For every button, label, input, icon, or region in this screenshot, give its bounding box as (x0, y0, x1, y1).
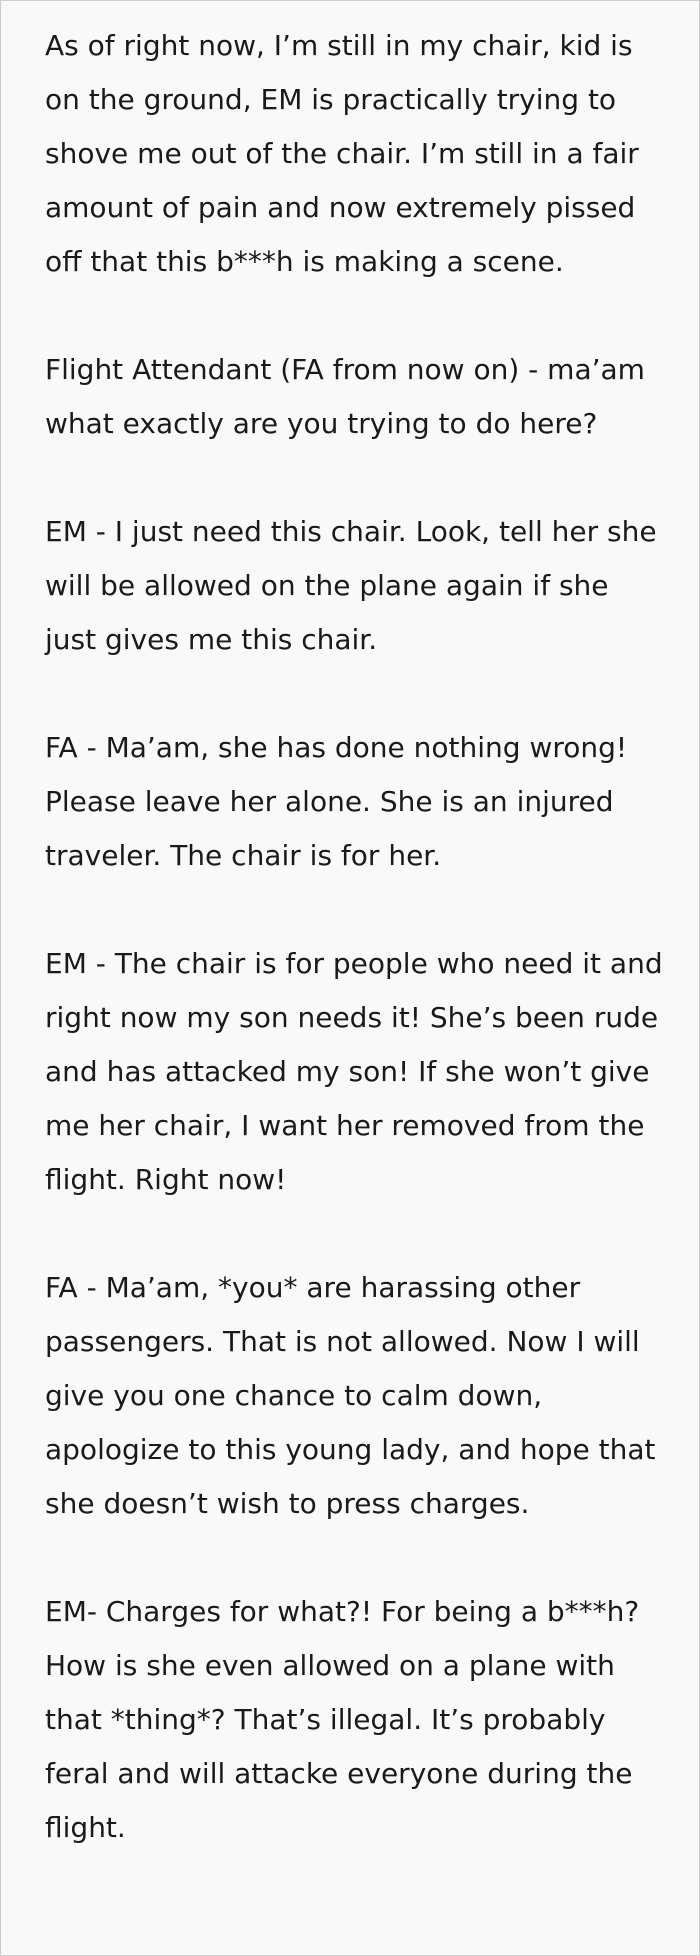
story-paragraph-2: Flight Attendant (FA from now on) - ma’am what exactly are you trying to do here? (45, 353, 645, 440)
story-paragraph-7: EM- Charges for what?! For being a b***h? How is she even allowed on a plane with that *thing*? That’s illegal. It’s probably feral and will attacke everyone during the flight. (45, 1595, 640, 1844)
story-paragraph-4: FA - Ma’am, she has done nothing wrong! Please leave her alone. She is an injured traveler. The chair is for her. (45, 731, 628, 872)
story-paragraph-3: EM - I just need this chair. Look, tell her she will be allowed on the plane again if she just gives me this chair. (45, 515, 657, 656)
story-paragraph-1: As of right now, I’m still in my chair, kid is on the ground, EM is practically trying to shove me out of the chair. I’m still in a fair amount of pain and now extremely pissed off that this b***h is making a scene. (45, 29, 639, 278)
story-paragraph-6: FA - Ma’am, *you* are harassing other passengers. That is not allowed. Now I will give you one chance to calm down, apologize to this young lady, and hope that she doesn’t wish to press charges. (45, 1271, 656, 1520)
story-paragraph-5: EM - The chair is for people who need it and right now my son needs it! She’s been rude and has attacked my son! If she won’t give me her chair, I want her removed from the flight. Right now! (45, 947, 663, 1196)
